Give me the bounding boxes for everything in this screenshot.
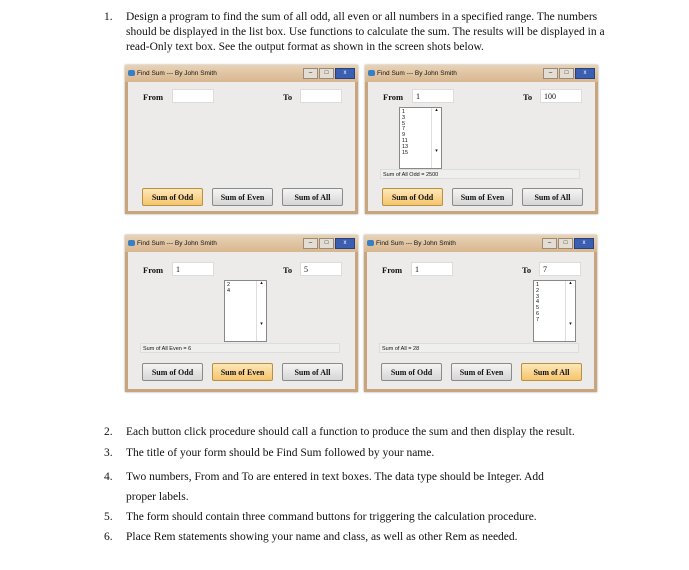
maximize-button[interactable]: □ <box>559 68 574 79</box>
window-title: Find Sum --- By John Smith <box>376 240 456 247</box>
app-icon <box>128 70 135 76</box>
question-number: 1. <box>104 11 113 23</box>
question-text: Design a program to find the sum of all odd, all even or all numbers in a specified range. The numbers should be displayed in the list box. Use functions to calculate the sum. The results will be displayed in a read-Only text box. See the output format as shown in the screen shots below. <box>126 11 605 53</box>
to-label: To <box>523 92 533 102</box>
list-item[interactable]: 1 <box>402 109 406 115</box>
sum-of-even-button[interactable]: Sum of Even <box>212 363 273 381</box>
close-button[interactable]: x <box>335 68 355 79</box>
from-label: From <box>382 265 403 275</box>
requirement-text: Place Rem statements showing your name and class, as well as other Rem as needed. <box>126 531 518 543</box>
list-item[interactable]: 11 <box>402 137 408 144</box>
from-label: From <box>143 92 164 102</box>
list-item[interactable]: 2 <box>227 282 231 288</box>
list-item[interactable]: 2 <box>536 287 540 294</box>
list-item[interactable]: 4 <box>536 299 540 306</box>
find-sum-window-all <box>364 235 597 392</box>
requirement-text: The form should contain three command buttons for triggering the calculation procedure. <box>126 511 537 523</box>
requirement-text: Two numbers, From and To are entered in text boxes. The data type should be Integer. Add proper labels. <box>126 471 544 503</box>
find-sum-window-empty <box>125 65 358 214</box>
maximize-button[interactable]: □ <box>319 68 334 79</box>
result-textbox: Sum of All = 28 <box>379 343 579 353</box>
minimize-button[interactable]: – <box>303 238 318 249</box>
list-item[interactable]: 5 <box>536 305 540 312</box>
title-bar <box>125 65 358 82</box>
sum-of-even-button[interactable]: Sum of Even <box>451 363 512 381</box>
sum-of-odd-button[interactable]: Sum of Odd <box>142 188 203 206</box>
find-sum-window-odd <box>365 65 598 214</box>
minimize-button[interactable]: – <box>542 238 557 249</box>
close-button[interactable]: x <box>335 238 355 249</box>
list-item[interactable]: 7 <box>536 316 540 323</box>
requirement-text: Each button click procedure should call a function to produce the sum and then display the result. <box>126 426 575 438</box>
close-button[interactable]: x <box>575 68 595 79</box>
list-item[interactable]: 1 <box>536 282 540 288</box>
maximize-button[interactable]: □ <box>558 238 573 249</box>
to-label: To <box>283 265 293 275</box>
sum-of-all-button[interactable]: Sum of All <box>521 363 582 381</box>
window-title: Find Sum --- By John Smith <box>137 240 217 247</box>
scrollbar[interactable]: ▴ ▾ <box>431 108 441 168</box>
title-bar <box>364 235 597 252</box>
scrollbar[interactable]: ▴ ▾ <box>565 281 575 341</box>
requirement-number: 5. <box>104 511 113 523</box>
sum-of-even-button[interactable]: Sum of Even <box>212 188 273 206</box>
requirement-number: 6. <box>104 531 113 543</box>
list-item[interactable]: 15 <box>402 149 409 156</box>
maximize-button[interactable]: □ <box>319 238 334 249</box>
list-item[interactable]: 3 <box>536 293 540 300</box>
app-icon <box>128 240 135 246</box>
list-item[interactable]: 6 <box>536 310 540 317</box>
from-label: From <box>383 92 404 102</box>
title-bar <box>365 65 598 82</box>
numbers-listbox[interactable] <box>399 107 442 169</box>
close-button[interactable]: x <box>574 238 594 249</box>
sum-of-odd-button[interactable]: Sum of Odd <box>381 363 442 381</box>
from-input[interactable]: 1 <box>412 89 454 103</box>
numbers-listbox[interactable] <box>224 280 267 342</box>
app-icon <box>368 70 375 76</box>
scrollbar[interactable]: ▴ ▾ <box>256 281 266 341</box>
to-input[interactable]: 5 <box>300 262 342 276</box>
app-icon <box>367 240 374 246</box>
sum-of-even-button[interactable]: Sum of Even <box>452 188 513 206</box>
from-label: From <box>143 265 164 275</box>
list-item[interactable]: 7 <box>402 126 406 133</box>
to-input[interactable]: 7 <box>539 262 581 276</box>
find-sum-window-even <box>125 235 358 392</box>
from-input[interactable]: 1 <box>411 262 453 276</box>
requirement-number: 2. <box>104 426 113 438</box>
sum-of-all-button[interactable]: Sum of All <box>282 363 343 381</box>
sum-of-odd-button[interactable]: Sum of Odd <box>142 363 203 381</box>
title-bar <box>125 235 358 252</box>
to-input[interactable]: 100 <box>540 89 582 103</box>
list-item[interactable]: 3 <box>402 114 406 121</box>
list-item[interactable]: 4 <box>227 287 231 294</box>
numbers-listbox[interactable] <box>533 280 576 342</box>
from-input[interactable] <box>172 89 214 103</box>
window-title: Find Sum --- By John Smith <box>137 70 217 77</box>
requirement-number: 3. <box>104 447 113 459</box>
sum-of-all-button[interactable]: Sum of All <box>522 188 583 206</box>
from-input[interactable]: 1 <box>172 262 214 276</box>
requirement-number: 4. <box>104 471 113 483</box>
to-label: To <box>283 92 293 102</box>
sum-of-all-button[interactable]: Sum of All <box>282 188 343 206</box>
result-textbox: Sum of All Odd = 2500 <box>380 169 580 179</box>
window-title: Find Sum --- By John Smith <box>377 70 457 77</box>
requirement-text: The title of your form should be Find Sum followed by your name. <box>126 447 435 459</box>
list-item[interactable]: 9 <box>402 132 406 139</box>
list-item[interactable]: 13 <box>402 143 409 150</box>
to-label: To <box>522 265 532 275</box>
minimize-button[interactable]: – <box>303 68 318 79</box>
minimize-button[interactable]: – <box>543 68 558 79</box>
to-input[interactable] <box>300 89 342 103</box>
sum-of-odd-button[interactable]: Sum of Odd <box>382 188 443 206</box>
result-textbox: Sum of All Even = 6 <box>140 343 340 353</box>
list-item[interactable]: 5 <box>402 120 406 127</box>
